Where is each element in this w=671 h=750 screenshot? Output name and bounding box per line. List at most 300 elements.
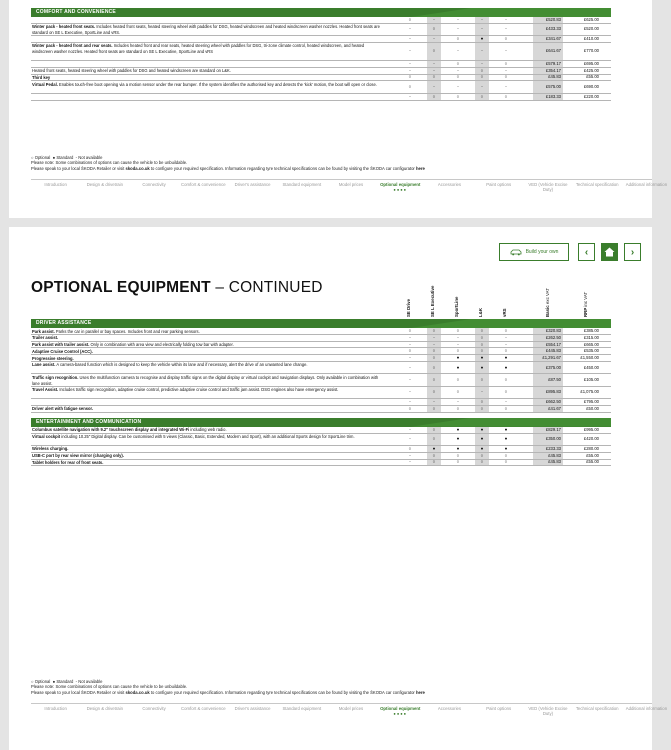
nav-tab-label: Connectivity <box>142 706 166 711</box>
rrp-price: £105.00 <box>583 377 599 383</box>
availability-cell: ● <box>504 426 508 432</box>
availability-cell: ○ <box>456 327 460 333</box>
column-label: SE Drive <box>406 298 411 317</box>
table-row <box>31 328 611 335</box>
legend-keys: ○ Optional ● Standard - Not available <box>31 155 103 160</box>
availability-cell: - <box>505 84 507 90</box>
availability-cell: ○ <box>475 75 489 81</box>
availability-cell: ● <box>427 446 441 452</box>
availability-cell: ○ <box>475 68 489 74</box>
availability-cell: - <box>505 341 507 347</box>
availability-cell: - <box>505 399 507 405</box>
rrp-price: £220.00 <box>583 93 599 99</box>
availability-cell: ○ <box>475 342 489 348</box>
nav-tab-label: Paint options <box>486 706 512 711</box>
availability-cell: ○ <box>456 452 460 458</box>
option-detail: including 10.25" Digital display. Can be customised with 5 views (Classic, Basic, Extended, Modern and Sport), with an additional Sports design for SportLine trim. <box>60 434 355 440</box>
availability-cell: - <box>457 48 459 54</box>
availability-cell: - <box>457 399 459 405</box>
availability-cell: ○ <box>408 348 412 354</box>
basic-price: £433.33 <box>533 24 563 35</box>
option-description <box>32 335 384 341</box>
table-row <box>31 94 611 101</box>
nav-tab-label: VED (Vehicle Excise Duty) <box>528 706 568 716</box>
brochure-page-top <box>9 0 668 218</box>
availability-cell: ○ <box>475 94 489 100</box>
availability-cell: ○ <box>504 36 508 42</box>
rrp-price: £55.00 <box>586 452 599 458</box>
availability-cell: ○ <box>427 434 441 445</box>
availability-cell: - <box>427 399 441 405</box>
skoda-link[interactable]: skoda.co.uk <box>125 165 150 171</box>
nav-tab-label: Paint options <box>486 182 512 187</box>
availability-cell: ● <box>504 364 508 370</box>
option-name: Virtual cockpit <box>32 434 61 440</box>
availability-cell: ● <box>475 355 489 361</box>
availability-cell: - <box>475 61 489 67</box>
basic-price: £575.00 <box>533 81 563 92</box>
table-row <box>31 406 611 413</box>
nav-tab[interactable] <box>474 181 523 199</box>
availability-cell: - <box>409 355 411 361</box>
availability-cell: - <box>457 67 459 73</box>
rrp-price: £695.00 <box>583 60 599 66</box>
rrp-price: £410.00 <box>583 36 599 42</box>
rrp-price: £450.00 <box>583 364 599 370</box>
column-header <box>478 308 483 317</box>
availability-cell: - <box>409 26 411 32</box>
availability-cell: ○ <box>475 453 489 459</box>
rrp-price: £520.00 <box>583 26 599 32</box>
option-detail: Enables touch-free boot opening via a motion sensor under the rear bumper. If the system identifies the authorised key and detects the 'kick' motion, the boot will open or close. <box>57 81 377 87</box>
rrp-price: £385.00 <box>583 327 599 333</box>
option-description <box>32 453 384 459</box>
configurator-link[interactable]: here <box>415 689 425 695</box>
availability-cell: - <box>409 334 411 340</box>
availability-cell: ○ <box>504 327 508 333</box>
rrp-price: £665.00 <box>583 341 599 347</box>
section-header: DRIVER ASSISTANCE <box>31 319 611 328</box>
option-description <box>32 75 384 81</box>
basic-price: £354.17 <box>533 68 563 74</box>
availability-cell: ○ <box>456 348 460 354</box>
availability-cell: ○ <box>427 75 441 81</box>
availability-cell: - <box>457 84 459 90</box>
column-header <box>454 297 459 318</box>
availability-cell: - <box>409 364 411 370</box>
option-name: Progressive steering. <box>32 355 74 361</box>
availability-cell: ○ <box>475 348 489 354</box>
availability-cell: - <box>427 81 441 92</box>
availability-cell: ○ <box>427 460 441 466</box>
section-nav <box>31 181 671 199</box>
availability-cell: ○ <box>427 24 441 35</box>
nav-tab[interactable] <box>573 181 622 199</box>
option-description <box>32 446 384 452</box>
nav-tab-label: Model prices <box>338 182 364 187</box>
availability-cell: - <box>427 68 441 74</box>
column-label: vRS <box>502 308 507 317</box>
next-page-button[interactable] <box>624 243 641 261</box>
column-sublabel: inc VAT <box>583 291 588 307</box>
option-description <box>32 460 384 466</box>
basic-price: £183.33 <box>533 94 563 100</box>
nav-tab-label: Introduction <box>44 182 67 187</box>
brochure-page <box>9 227 668 750</box>
option-description <box>32 342 384 348</box>
column-label: RRP <box>583 307 588 317</box>
rrp-price: £795.00 <box>583 399 599 405</box>
basic-price: £895.83 <box>533 387 563 398</box>
legend-note-2: Please speak to your local ŠKODA Retailer or visit skoda.co.uk to configure your required specification. Information regarding tyre technical specifications can be found by visiting the ŠKODA car configurator here <box>31 165 425 171</box>
basic-price: £45.83 <box>533 453 563 459</box>
nav-tab[interactable] <box>376 705 425 723</box>
column-header <box>545 288 550 317</box>
nav-tab[interactable] <box>326 705 375 723</box>
rrp-price: £625.00 <box>583 16 599 22</box>
rrp-price: £690.00 <box>583 84 599 90</box>
availability-cell: - <box>409 426 411 432</box>
availability-cell: - <box>475 24 489 35</box>
availability-cell: ● <box>456 355 460 361</box>
option-detail: Only in combination with area view and electrically folding tow bar with adapter. <box>89 342 234 348</box>
table-row <box>31 374 611 386</box>
availability-cell: ○ <box>408 405 412 411</box>
option-name: Traffic sign recognition. <box>32 374 79 380</box>
basic-price: £554.17 <box>533 342 563 348</box>
availability-cell: ○ <box>504 93 508 99</box>
nav-tab[interactable] <box>228 181 277 199</box>
option-name: Virtual Pedal. <box>32 81 58 87</box>
legend <box>31 155 425 171</box>
basic-price: £233.33 <box>533 446 563 452</box>
nav-tab[interactable] <box>326 181 375 199</box>
page-title: OPTIONAL EQUIPMENT – CONTINUED <box>31 279 323 296</box>
nav-divider <box>31 179 652 180</box>
nav-tab-label: Accessories <box>437 182 462 187</box>
nav-tab[interactable] <box>376 181 425 199</box>
option-name: Winter pack - heated front seats. <box>32 24 96 30</box>
option-name: Park assist with trailer assist. <box>32 342 90 348</box>
availability-cell: ○ <box>427 362 441 373</box>
table-row <box>31 36 611 43</box>
table-row <box>31 387 611 399</box>
nav-tab[interactable] <box>622 181 671 199</box>
availability-cell: ○ <box>475 328 489 334</box>
table-row <box>31 75 611 82</box>
build-your-own-button[interactable]: Build your own <box>499 243 569 261</box>
option-description <box>32 375 384 387</box>
availability-cell: ○ <box>475 374 489 385</box>
nav-tab-label: Driver's assistance <box>234 182 271 187</box>
nav-tab-label: Optional equipment <box>380 182 421 187</box>
availability-cell: ● <box>475 446 489 452</box>
nav-tab[interactable] <box>129 705 178 723</box>
nav-tab[interactable] <box>179 705 228 723</box>
availability-cell: ○ <box>456 377 460 383</box>
basic-price: £45.83 <box>533 75 563 81</box>
legend <box>31 679 425 695</box>
nav-tab-label: Technical specification <box>575 182 619 187</box>
nav-tab[interactable] <box>523 181 572 199</box>
skoda-link[interactable]: skoda.co.uk <box>125 689 150 695</box>
options-table <box>31 319 611 466</box>
rrp-price: £420.00 <box>583 436 599 442</box>
section-header: ENTERTAINMENT AND COMMUNICATION <box>31 418 611 427</box>
availability-cell: - <box>409 60 411 66</box>
nav-tab[interactable] <box>474 705 523 723</box>
availability-cell: ○ <box>504 74 508 80</box>
table-row <box>31 68 611 75</box>
home-button[interactable] <box>601 243 618 261</box>
column-label: Basic <box>545 305 550 317</box>
nav-tab[interactable] <box>425 181 474 199</box>
option-description <box>32 434 384 440</box>
nav-tab[interactable] <box>425 705 474 723</box>
nav-tab[interactable] <box>277 705 326 723</box>
option-name: Driver alert with fatigue sensor. <box>32 406 93 412</box>
option-detail: Uses the multifunction camera to recognise and display traffic signs on the digital display or virtual cockpit and navigation displays. Only available in combination with lane assist. <box>32 374 379 386</box>
availability-cell: ○ <box>427 328 441 334</box>
table-row <box>31 348 611 355</box>
option-description <box>32 362 384 368</box>
option-description <box>32 427 384 433</box>
table-row <box>31 61 611 68</box>
availability-cell: ○ <box>408 74 412 80</box>
option-detail: A camera-based function which is designed to keep the vehicle within its lane and if necessary, alert the drive of an unwanted lane change. <box>55 362 308 368</box>
availability-cell: ○ <box>475 399 489 405</box>
nav-divider <box>31 703 652 704</box>
nav-tab[interactable] <box>31 705 80 723</box>
nav-tab[interactable] <box>31 181 80 199</box>
column-header <box>502 308 507 317</box>
comfort-section <box>31 8 611 101</box>
availability-cell: ○ <box>408 16 412 22</box>
option-description <box>32 82 384 88</box>
table-section <box>31 319 611 413</box>
basic-price: £579.17 <box>533 61 563 67</box>
basic-price: £829.17 <box>533 427 563 433</box>
availability-cell: - <box>505 16 507 22</box>
basic-price: £520.83 <box>533 17 563 23</box>
option-detail: Parks the car in parallel or bay spaces. Includes front and rear parking sensors. <box>54 328 200 334</box>
availability-cell: - <box>457 334 459 340</box>
option-name: Lane assist. <box>32 362 56 368</box>
column-label: L&K <box>478 307 483 317</box>
nav-tab-label: Additional information <box>625 706 668 711</box>
page-dots-indicator: ●●●● <box>393 711 408 716</box>
availability-cell: - <box>427 335 441 341</box>
rrp-price: £280.00 <box>583 445 599 451</box>
comfort-table <box>31 17 611 101</box>
table-row <box>31 460 611 467</box>
rrp-price: £770.00 <box>583 48 599 54</box>
table-row <box>31 342 611 349</box>
nav-tab[interactable] <box>129 181 178 199</box>
availability-cell: ○ <box>456 93 460 99</box>
option-name: Third key <box>32 75 51 81</box>
basic-price: £320.83 <box>533 328 563 334</box>
table-row <box>31 24 611 36</box>
legend-note-1: Please note: Some combinations of options can cause the vehicle to be unbuildable. <box>31 684 188 690</box>
rrp-price: £1,075.00 <box>580 389 599 395</box>
basic-price: £262.50 <box>533 335 563 341</box>
availability-cell: - <box>409 436 411 442</box>
nav-tab-label: Standard equipment <box>282 182 322 187</box>
availability-cell: - <box>409 36 411 42</box>
table-row <box>31 43 611 61</box>
option-description <box>32 43 384 55</box>
nav-tab[interactable] <box>80 181 129 199</box>
basic-price: £45.83 <box>533 460 563 466</box>
rrp-price: £50.00 <box>586 405 599 411</box>
option-description <box>32 329 384 335</box>
option-name: Wireless charging. <box>32 446 69 452</box>
table-row <box>31 446 611 453</box>
car-icon <box>510 248 522 256</box>
rrp-price: £55.00 <box>586 74 599 80</box>
nav-tab[interactable] <box>523 705 572 723</box>
availability-cell: - <box>427 36 441 42</box>
availability-cell: ○ <box>475 406 489 412</box>
availability-cell: ○ <box>475 335 489 341</box>
table-row <box>31 81 611 93</box>
availability-cell: - <box>409 452 411 458</box>
nav-tab[interactable] <box>179 181 228 199</box>
legend-note-2: Please speak to your local ŠKODA Retailer or visit skoda.co.uk to configure your required specification. Information regarding tyre technical specifications can be found by visiting the ŠKODA car configurator here <box>31 689 425 695</box>
legend-keys: ○ Optional ● Standard - Not available <box>31 679 103 684</box>
availability-cell: ● <box>456 445 460 451</box>
availability-cell: - <box>409 377 411 383</box>
availability-cell: ○ <box>456 60 460 66</box>
basic-price: £445.83 <box>533 348 563 354</box>
prev-page-button[interactable] <box>578 243 595 261</box>
availability-cell: ○ <box>504 405 508 411</box>
option-name: Winter pack - heated front and rear seats. <box>32 43 113 49</box>
nav-tab-label: Model prices <box>338 706 364 711</box>
nav-tab-label: Design & drivetrain <box>86 706 123 711</box>
nav-tab-label: Standard equipment <box>282 706 322 711</box>
availability-cell: ○ <box>408 327 412 333</box>
nav-tab-label: VED (Vehicle Excise Duty) <box>528 182 568 192</box>
availability-cell: ○ <box>427 453 441 459</box>
basic-price: £1,291.67 <box>533 355 563 361</box>
availability-cell: - <box>475 81 489 92</box>
availability-cell: ● <box>456 364 460 370</box>
nav-tab-label: Driver's assistance <box>234 706 271 711</box>
legend-note-1: Please note: Some combinations of options can cause the vehicle to be unbuildable. <box>31 160 188 166</box>
availability-cell: ○ <box>427 374 441 385</box>
availability-cell: - <box>409 389 411 395</box>
rrp-price: £315.00 <box>583 334 599 340</box>
option-description <box>32 406 384 412</box>
availability-cell: ○ <box>504 348 508 354</box>
table-section <box>31 418 611 467</box>
availability-cell: ○ <box>475 460 489 466</box>
chevron-right-icon: › <box>630 246 635 258</box>
nav-tab-label: Design & drivetrain <box>86 182 123 187</box>
availability-cell: ● <box>475 362 489 373</box>
availability-cell: - <box>409 399 411 405</box>
option-name: Columbus satellite navigation with 9.2" touchscreen display and integrated Wi-Fi <box>32 427 190 433</box>
nav-tab-label: Introduction <box>44 706 67 711</box>
table-row <box>31 362 611 374</box>
option-description <box>32 24 384 36</box>
availability-cell: ○ <box>456 74 460 80</box>
availability-cell: - <box>409 341 411 347</box>
rrp-price: £425.00 <box>583 67 599 73</box>
table-row <box>31 434 611 446</box>
nav-tab-label: Comfort & convenience <box>180 706 226 711</box>
option-name: Travel Assist. <box>32 387 59 393</box>
basic-price: £350.00 <box>533 434 563 445</box>
nav-tab[interactable] <box>622 705 671 723</box>
page-dots-indicator: ●●●● <box>393 187 408 192</box>
option-detail: Heated front seats, heated steering wheel with paddles for DSG and heated windscreen are standard on L&K. <box>32 68 231 74</box>
availability-cell: ● <box>475 434 489 445</box>
availability-cell: - <box>505 26 507 32</box>
availability-cell: - <box>505 67 507 73</box>
availability-cell: ● <box>475 36 489 42</box>
table-row <box>31 335 611 342</box>
nav-tab[interactable] <box>80 705 129 723</box>
availability-cell: - <box>505 334 507 340</box>
availability-cell: - <box>409 93 411 99</box>
nav-tab[interactable] <box>228 705 277 723</box>
option-name: Tablet holders for rear of front seats. <box>32 460 104 466</box>
column-sublabel: exc VAT <box>545 288 550 305</box>
nav-tab-label: Optional equipment <box>380 706 421 711</box>
home-icon <box>604 247 615 257</box>
availability-cell: ○ <box>408 84 412 90</box>
option-detail: including web radio. <box>189 427 227 433</box>
availability-cell: - <box>427 17 441 23</box>
availability-cell: - <box>457 26 459 32</box>
availability-cell: ○ <box>427 427 441 433</box>
option-description <box>32 387 384 393</box>
configurator-link[interactable]: here <box>415 165 425 171</box>
availability-cell: ● <box>504 436 508 442</box>
nav-tab[interactable] <box>277 181 326 199</box>
nav-tab-label: Additional information <box>625 182 668 187</box>
nav-tab[interactable] <box>573 705 622 723</box>
rrp-price: £535.00 <box>583 348 599 354</box>
availability-cell: ○ <box>427 94 441 100</box>
option-detail: Includes traffic sign recognition, adaptive cruise control, predictive adaptive cruise control and traffic jam assist. DSG engines also have emergency assist. <box>58 387 339 393</box>
nav-tab-label: Accessories <box>437 706 462 711</box>
column-header <box>430 286 435 317</box>
basic-price: £341.67 <box>533 36 563 42</box>
option-name: Park assist. <box>32 328 55 334</box>
availability-cell: ○ <box>456 389 460 395</box>
column-label: SE L Executive <box>430 285 435 317</box>
option-name: USB-C port by rear view mirror (charging only). <box>32 453 124 459</box>
availability-cell: ● <box>504 355 508 361</box>
availability-cell: ○ <box>504 452 508 458</box>
rrp-price: £995.00 <box>583 426 599 432</box>
column-header <box>406 299 411 317</box>
option-name: Adaptive Cruise Control (ACC). <box>32 348 93 354</box>
table-row <box>31 399 611 406</box>
nav-tab-label: Connectivity <box>142 182 166 187</box>
availability-cell: ● <box>456 436 460 442</box>
basic-price: £41.67 <box>533 406 563 412</box>
availability-cell: ○ <box>456 36 460 42</box>
option-description <box>32 349 384 355</box>
availability-cell: - <box>427 342 441 348</box>
availability-cell: - <box>475 17 489 23</box>
availability-cell: ○ <box>504 389 508 395</box>
